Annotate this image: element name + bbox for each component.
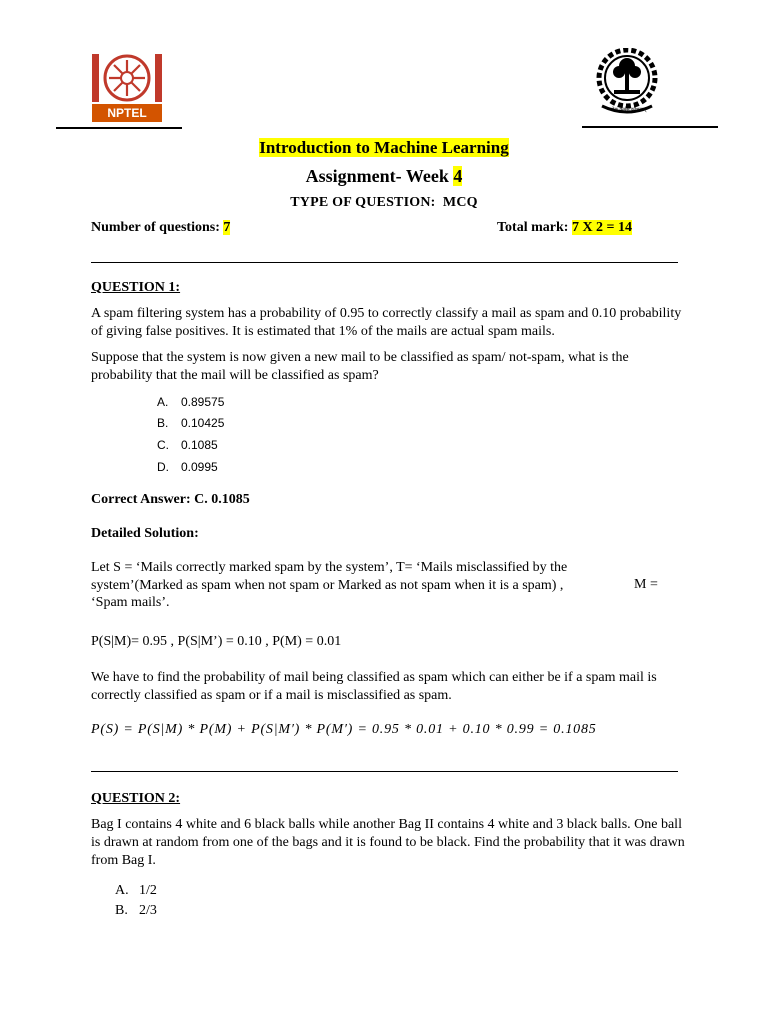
solution-definitions: Let S = ‘Mails correctly marked spam by the system’, T= ‘Mails misclassified by the system’(Marked as spam when not spam or Marked as not spam when it is a spam) , (91, 560, 568, 593)
q1-option-b: B. 0.10425 (157, 416, 225, 430)
q1-option-c: C. 0.1085 (157, 438, 218, 452)
solution-explanation: We have to find the probability of mail being classified as spam which can either be if a spam mail is correctly classified as spam or if a mail is misclassified as spam. (91, 670, 657, 703)
q2-option-a: A. 1/2 (115, 883, 157, 898)
question-1-prompt: Suppose that the system is now given a new mail to be classified as spam/ not-spam, what is the probability that the mail will be classified as spam? (91, 350, 629, 383)
iit-kgp-motto: योगः कर्मसु कौशलम् (610, 108, 646, 113)
number-of-questions: Number of questions: 7 (91, 220, 231, 235)
solution-definition-m: M = (634, 577, 658, 592)
header-rule-right (582, 126, 718, 128)
question-1-heading: QUESTION 1: (91, 280, 181, 295)
solution-heading: Detailed Solution: (91, 526, 199, 541)
solution-definition-end: ‘Spam mails’. (91, 595, 170, 610)
question-type: TYPE OF QUESTION: MCQ (290, 195, 478, 210)
question-2-text: Bag I contains 4 white and 6 black balls while another Bag II contains 4 white and 3 black balls. One ball is drawn at random from one of the bags and it is found to be black. Find the probability that it was drawn from Bag I. (91, 817, 685, 868)
total-mark: Total mark: 7 X 2 = 14 (497, 220, 633, 235)
divider (91, 262, 678, 263)
iit-kgp-logo (594, 48, 660, 122)
correct-answer: Correct Answer: C. 0.1085 (91, 492, 250, 507)
solution-formula: P(S) = P(S|M) * P(M) + P(S|M′) * P(M′) = 0.95 * 0.01 + 0.10 * 0.99 = 0.1085 (91, 722, 597, 737)
nptel-logo (88, 50, 166, 130)
divider (91, 771, 678, 772)
question-1-text: A spam filtering system has a probability of 0.95 to correctly classify a mail as spam and 0.10 probability of giving false positives. It is estimated that 1% of the mails are actual spam mails. (91, 306, 682, 339)
question-2-heading: QUESTION 2: (91, 791, 181, 806)
page-title: Introduction to Machine Learning (259, 138, 509, 157)
assignment-subtitle: Assignment- Week 4 (305, 166, 463, 186)
q2-option-b: B. 2/3 (115, 903, 157, 918)
given-probabilities: P(S|M)= 0.95 , P(S|M’) = 0.10 , P(M) = 0.01 (91, 634, 342, 649)
week-number: 4 (453, 166, 463, 186)
header-rule-left (56, 127, 182, 129)
nptel-logo-text: NPTEL (107, 106, 147, 120)
q1-option-a: A. 0.89575 (157, 395, 225, 409)
q1-option-d: D. 0.0995 (157, 460, 218, 474)
